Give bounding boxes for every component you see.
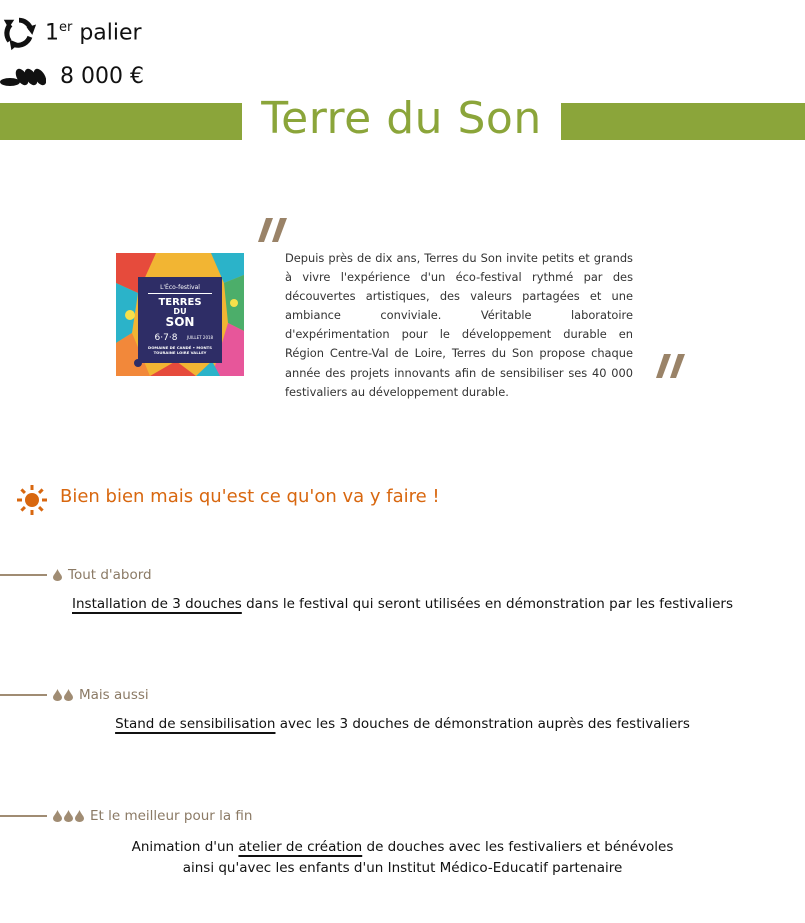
poster-place-2: TOURAINE LOIRE VALLEY bbox=[153, 350, 207, 355]
poster-place-1: DOMAINE DE CANDÉ • MONTS bbox=[148, 345, 212, 350]
step-2-drops bbox=[53, 689, 73, 701]
step-1-rest: dans le festival qui seront utilisées en démonstration par les festivaliers bbox=[241, 596, 733, 612]
tier-label: palier bbox=[79, 20, 142, 46]
step-2-text bbox=[0, 716, 805, 732]
quote-open-icon bbox=[256, 214, 292, 244]
step-2-rest: avec les 3 douches de démonstration auprès des festivaliers bbox=[275, 716, 690, 732]
drop-icon bbox=[53, 689, 62, 701]
step-3-header bbox=[53, 808, 252, 824]
tier-badge bbox=[0, 14, 142, 52]
title-band-left bbox=[0, 103, 242, 140]
step-1-highlight: Installation de 3 douches bbox=[72, 596, 242, 612]
section-heading: Bien bien mais qu'est ce qu'on va y faire ! bbox=[60, 486, 440, 507]
coins-icon bbox=[0, 65, 46, 89]
poster-name-2: DU bbox=[173, 307, 187, 316]
step-3-line bbox=[0, 815, 47, 817]
tier-suffix: er bbox=[59, 20, 73, 36]
step-3-line-1 bbox=[0, 837, 805, 858]
drop-icon bbox=[53, 810, 62, 822]
title-band-right bbox=[561, 103, 805, 140]
page-title: Terre du Son bbox=[261, 93, 542, 144]
recycle-icon bbox=[0, 14, 38, 52]
step-1-header bbox=[53, 567, 152, 583]
poster-dates: 6·7·8 bbox=[154, 333, 178, 343]
step-3-text bbox=[0, 837, 805, 879]
step-2-line bbox=[0, 694, 47, 696]
drop-icon bbox=[75, 810, 84, 822]
tier-number: 1 bbox=[45, 20, 59, 46]
step-1-line bbox=[0, 574, 47, 576]
amount-value: 8 000 € bbox=[60, 64, 144, 89]
step-3-highlight: atelier de création bbox=[238, 839, 363, 855]
step-3-line-2: ainsi qu'avec les enfants d'un Institut Médico-Educatif partenaire bbox=[182, 860, 623, 876]
poster-name-1: TERRES bbox=[158, 297, 202, 308]
step-1-text bbox=[0, 596, 805, 612]
drop-icon bbox=[64, 810, 73, 822]
festival-poster bbox=[116, 253, 244, 376]
step-2-label: Mais aussi bbox=[79, 687, 149, 703]
festival-description: Depuis près de dix ans, Terres du Son invite petits et grands à vivre l'expérience d'un éco-festival rythmé par des découvertes artistiques, des valeurs partagées et une ambiance conviviale. Véritable laboratoire d'expérimentation pour le développement durable en Région Centre-Val de Loire, Terres du Son propose chaque année des projets innovants afin de sensibiliser ses 40 000 festivaliers au développement durable. bbox=[285, 251, 633, 399]
poster-month: JUILLET 2018 bbox=[186, 335, 214, 340]
step-1-label: Tout d'abord bbox=[68, 567, 152, 583]
step-3-rest: de douches avec les festivaliers et bénévoles bbox=[362, 839, 674, 855]
step-1-drops bbox=[53, 569, 62, 581]
drop-icon bbox=[64, 689, 73, 701]
quote-close-icon bbox=[654, 350, 690, 380]
poster-top-line: L'Éco-festival bbox=[160, 284, 200, 291]
step-3-label: Et le meilleur pour la fin bbox=[90, 808, 253, 824]
step-3-prefix: Animation d'un bbox=[131, 839, 239, 855]
step-2-header bbox=[53, 687, 149, 703]
step-2-highlight: Stand de sensibilisation bbox=[115, 716, 276, 732]
sun-icon bbox=[17, 485, 47, 515]
amount-badge bbox=[0, 64, 144, 89]
drop-icon bbox=[53, 569, 62, 581]
step-3-drops bbox=[53, 810, 84, 822]
poster-name-3: SON bbox=[165, 315, 195, 329]
